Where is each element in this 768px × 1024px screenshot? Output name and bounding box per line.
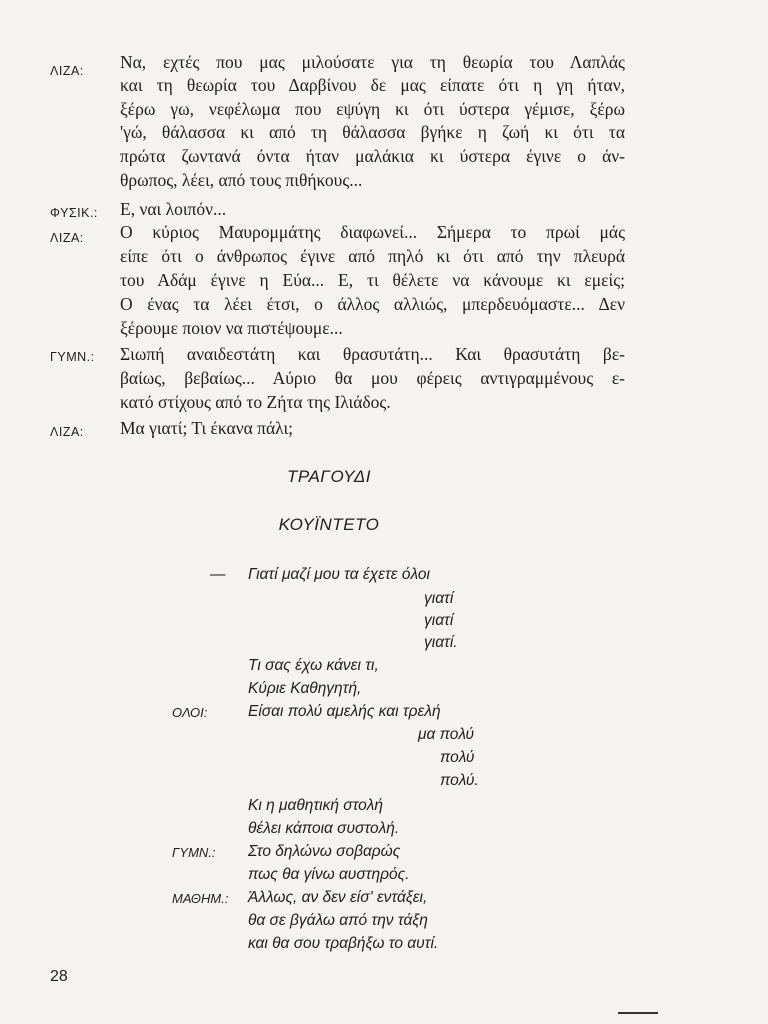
song-line: θέλει κάποια συστολή. [248,820,400,837]
song-line: και θα σου τραβήξω το αυτί. [248,935,439,952]
song-heading: ΤΡΑΓΟΥΔΙ [286,467,371,486]
dialogue-line: βαίως, βεβαίως... Αύριο θα μου φέρεις αντιγραμμένους ε- [120,368,625,388]
dialogue-line: Ε, ναι λοιπόν... [120,199,227,219]
song-line: Είσαι πολύ αμελής και τρελή [248,703,441,720]
speaker-label: ΛΙΖΑ: [50,231,84,245]
speaker-label: ΛΙΖΑ: [50,425,84,439]
speaker-label: ΛΙΖΑ: [50,64,84,78]
song-speaker-label: ΟΛΟΙ: [172,705,208,720]
dialogue-line: Σιωπή αναιδεστάτη και θρασυτάτη... Και θρασυτάτη βε- [120,344,625,364]
print-mark [618,1012,658,1014]
song-line: γιατί [424,612,454,629]
song-speaker-label: ΜΑΘΗΜ.: [172,891,229,906]
dialogue-line: είπε ότι ο άνθρωπος έγινε από πηλό κι ότι από την πλευρά [120,246,625,266]
song-line: πολύ. [440,772,479,789]
dialogue-line: ξέρω γω, νεφέλωμα που εψύγη κι ότι ύστερα γέμισε, ξέρω [120,99,625,119]
dialogue-line: του Αδάμ έγινε η Εύα... Ε, τι θέλετε να κάνουμε κι εμείς; [120,270,625,290]
song-line: πως θα γίνω αυστηρός. [248,866,410,883]
dialogue-line: Μα γιατί; Τι έκανα πάλι; [120,418,294,438]
song-line: Τι σας έχω κάνει τι, [248,657,379,674]
dialogue-line: και τη θεωρία του Δαρβίνου δε μας είπατε ότι η γη ήταν, [120,75,625,95]
speaker-label: ΓΥΜΝ.: [50,350,95,364]
song-line: πολύ [440,749,475,766]
dialogue-line: 'γώ, θάλασσα κι από τη θάλασσα βγήκε η ζωή κι ότι τα [120,122,625,142]
speaker-label: ΦΥΣΙΚ.: [50,206,98,220]
song-line: μα πολύ [418,726,475,743]
dialogue-line: θρωπος, λέει, από τους πιθήκους... [120,170,363,190]
song-line: Άλλως, αν δεν είσ' εντάξει, [248,889,428,906]
song-line: γιατί. [424,634,458,651]
dialogue-line: Να, εχτές που μας μιλούσατε για τη θεωρία του Λαπλάς [120,52,625,72]
song-speaker-label: ΓΥΜΝ.: [172,845,216,860]
song-subheading: ΚΟΥΪΝΤΕΤΟ [278,515,380,534]
song-line: Στο δηλώνω σοβαρώς [248,843,401,860]
song-line: Γιατί μαζί μου τα έχετε όλοι [248,566,430,583]
dialogue-line: Ο ένας τα λέει έτσι, ο άλλος αλλιώς, μπερδευόμαστε... Δεν [120,294,625,314]
song-line: Κύριε Καθηγητή, [248,680,362,697]
song-line: Κι η μαθητική στολή [248,797,384,814]
dialogue-line: κατό στίχους από το Ζήτα της Ιλιάδος. [120,392,391,412]
dialogue-line: ξέρουμε ποιον να πιστέψουμε... [120,318,343,338]
song-dash: — [210,566,226,583]
song-line: γιατί [424,590,454,607]
page-number: 28 [50,968,68,985]
dialogue-line: πρώτα ζωντανά όντα ήταν μαλάκια κι ύστερα έγινε ο άν- [120,146,625,166]
song-line: θα σε βγάλω από την τάξη [248,912,428,929]
dialogue-line: Ο κύριος Μαυρομμάτης διαφωνεί... Σήμερα το πρωί μάς [120,222,625,242]
